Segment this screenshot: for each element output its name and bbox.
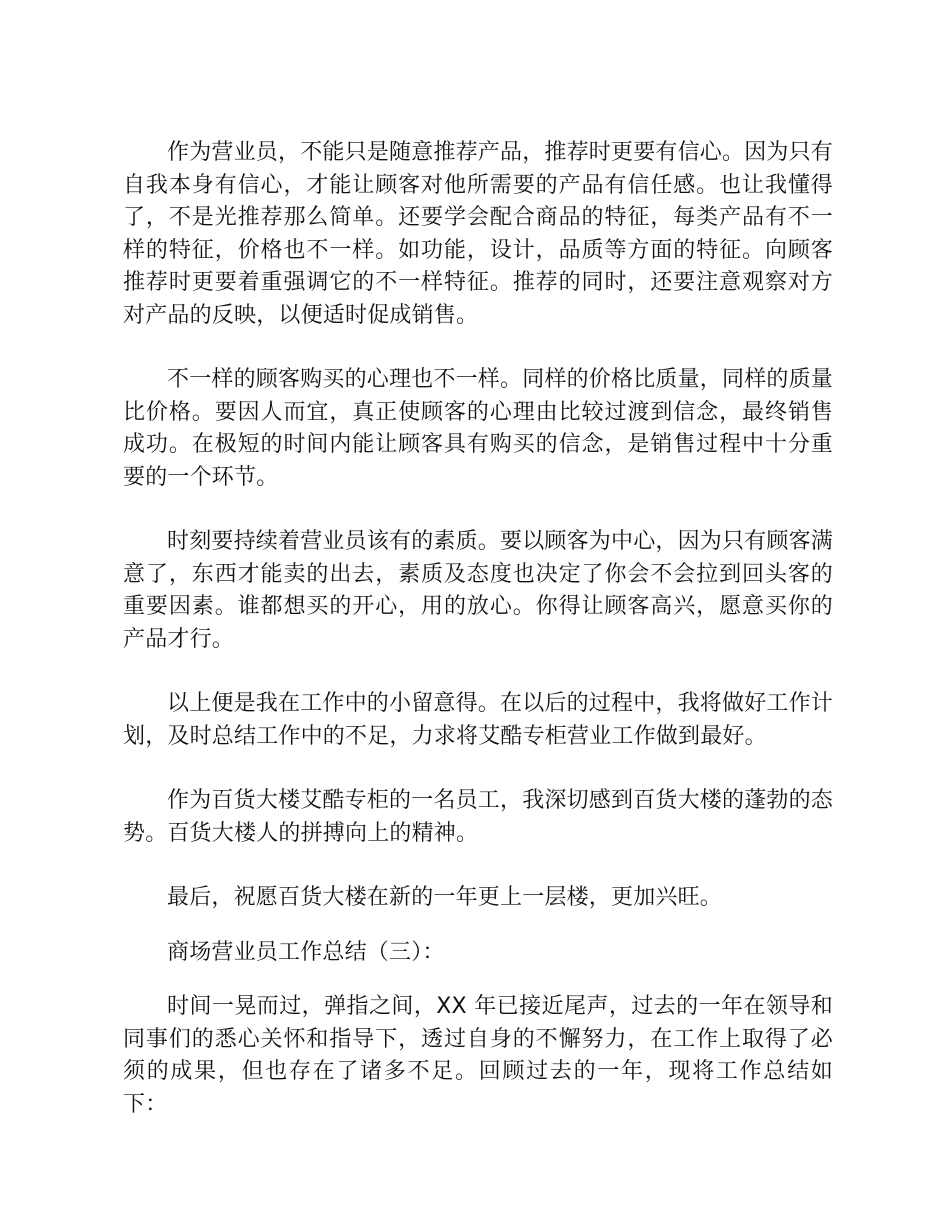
paragraph-staff-quality: 时刻要持续着营业员该有的素质。要以顾客为中心，因为只有顾客满意了，东西才能卖的出去，素质及态度也决定了你会不会拉到回头客的重要因素。谁都想买的开心，用的放心。你得让顾客高兴，愿意买你的产品才行。: [123, 529, 834, 652]
paragraph-wishes: 最后，祝愿百货大楼在新的一年更上一层楼，更加兴旺。: [167, 885, 723, 910]
paragraph-customer-psychology: 不一样的顾客购买的心理也不一样。同样的价格比质量，同样的质量比价格。要因人而宜，真正使顾客的心理由比较过渡到信念，最终销售成功。在极短的时间内能让顾客具有购买的信念，是销售过程中十分重要的一个环节。: [123, 367, 834, 490]
paragraph-year-review: 时间一晃而过，弹指之间，XX 年已接近尾声，过去的一年在领导和同事们的悉心关怀和指导下，透过自身的不懈努力，在工作上取得了必须的成果，但也存在了诸多不足。回顾过去的一年，现将工作总结如下：: [123, 994, 833, 1117]
paragraph-department-store-spirit: 作为百货大楼艾酷专柜的一名员工，我深切感到百货大楼的蓬勃的态势。百货大楼人的拼搏向上的精神。: [123, 788, 834, 846]
paragraph-work-plan: 以上便是我在工作中的小留意得。在以后的过程中，我将做好工作计划，及时总结工作中的不足，力求将艾酷专柜营业工作做到最好。: [123, 691, 834, 749]
paragraph-recommend-confidence: 作为营业员，不能只是随意推荐产品，推荐时更要有信心。因为只有自我本身有信心，才能让顾客对他所需要的产品有信任感。也让我懂得了，不是光推荐那么简单。还要学会配合商品的特征，每类产品有不一样的特征，价格也不一样。如功能，设计，品质等方面的特征。向顾客推荐时更要着重强调它的不一样特征。推荐的同时，还要注意观察对方对产品的反映，以便适时促成销售。: [123, 140, 834, 328]
section-heading-summary-three: 商场营业员工作总结（三）：: [167, 939, 445, 965]
document-body: [123, 137, 833, 1153]
